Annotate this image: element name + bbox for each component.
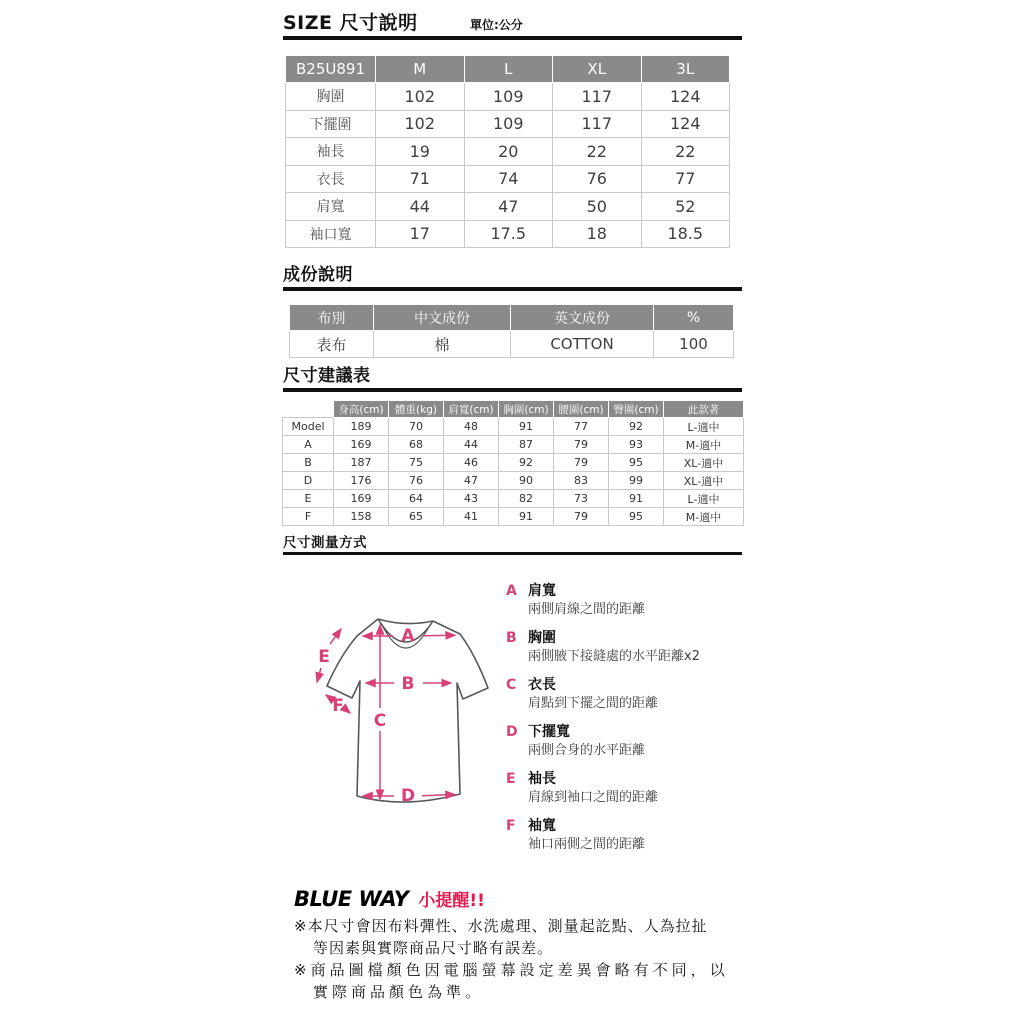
cell: 176 (334, 472, 389, 490)
measure-letter: E (506, 771, 516, 787)
measure-section-title: 尺寸測量方式 (283, 535, 367, 551)
cell: 169 (334, 436, 389, 454)
measure-letters (318, 626, 415, 806)
row-label: Model (283, 418, 334, 436)
diagram-label-e: E (318, 647, 330, 667)
size-section-title: SIZE 尺寸說明 (283, 12, 418, 34)
cell: 117 (553, 83, 642, 111)
table-row (286, 193, 730, 221)
table-row (283, 454, 744, 472)
row-label: D (283, 472, 334, 490)
cell: 68 (389, 436, 444, 454)
cell: 44 (444, 436, 499, 454)
cell: 187 (334, 454, 389, 472)
measure-name: 衣長 (528, 677, 556, 693)
cell: 76 (389, 472, 444, 490)
cell: 95 (609, 454, 664, 472)
cell: 19 (376, 138, 465, 166)
cell: M-適中 (664, 436, 744, 454)
table-row (283, 436, 744, 454)
measure-name: 肩寬 (528, 583, 556, 599)
table-row (290, 331, 734, 358)
measure-desc: 肩點到下擺之間的距離 (528, 696, 659, 711)
measure-desc: 袖口兩側之間的距離 (528, 837, 646, 852)
cell: 64 (389, 490, 444, 508)
header-cell: 體重(kg) (389, 401, 444, 418)
material-table-header-row (290, 305, 734, 331)
notice-line: ※本尺寸會因布料彈性、水洗處理、測量起訖點、人為拉扯 (294, 917, 708, 935)
size-table-header-row (286, 56, 730, 83)
measure-name: 胸圍 (528, 630, 556, 646)
cell: 18 (553, 220, 642, 248)
recommend-section-title: 尺寸建議表 (283, 366, 371, 386)
notice-line: 等因素與實際商品尺寸略有誤差。 (313, 939, 554, 957)
size-table-col-l: L (464, 56, 553, 83)
table-row (283, 418, 744, 436)
cell: 124 (641, 83, 730, 111)
row-label: 袖長 (286, 138, 376, 166)
cell: 102 (376, 110, 465, 138)
row-label: 肩寬 (286, 193, 376, 221)
section-rule (283, 287, 742, 291)
cell: 124 (641, 110, 730, 138)
cell: 109 (464, 83, 553, 111)
row-label: 衣長 (286, 165, 376, 193)
cell: 表布 (290, 331, 374, 358)
cell: 22 (641, 138, 730, 166)
section-rule (283, 36, 742, 40)
size-table-product-code: B25U891 (286, 56, 376, 83)
measure-name: 下擺寬 (528, 724, 570, 740)
notice-item (294, 915, 764, 959)
table-row (283, 508, 744, 526)
measure-item-d (506, 721, 806, 758)
cell: 109 (464, 110, 553, 138)
size-table-col-xl: XL (553, 56, 642, 83)
cell: 76 (553, 165, 642, 193)
header-cell: 臀圍(cm) (609, 401, 664, 418)
cell: COTTON (511, 331, 654, 358)
cell: 43 (444, 490, 499, 508)
cell: 92 (609, 418, 664, 436)
header-cell: 布別 (290, 305, 374, 331)
row-label: 胸圍 (286, 83, 376, 111)
cell: 52 (641, 193, 730, 221)
section-rule (283, 388, 742, 392)
cell: 189 (334, 418, 389, 436)
measure-item-a (506, 580, 806, 617)
cell: 71 (376, 165, 465, 193)
cell: 102 (376, 83, 465, 111)
cell: 17.5 (464, 220, 553, 248)
recommend-table (282, 400, 744, 526)
header-cell: 身高(cm) (334, 401, 389, 418)
cell: 99 (609, 472, 664, 490)
cell: 棉 (374, 331, 511, 358)
cell: 77 (554, 418, 609, 436)
measure-letter: C (506, 677, 517, 693)
cell: 44 (376, 193, 465, 221)
cell: XL-適中 (664, 454, 744, 472)
diagram-label-d: D (400, 786, 416, 806)
table-row (286, 220, 730, 248)
measure-item-f (506, 815, 806, 852)
row-label: 下擺圍 (286, 110, 376, 138)
diagram-label-b: B (401, 674, 415, 694)
cell: 100 (654, 331, 734, 358)
cell: 79 (554, 454, 609, 472)
cell: 92 (499, 454, 554, 472)
measure-item-e (506, 768, 806, 805)
header-cell: 中文成份 (374, 305, 511, 331)
material-table (289, 304, 734, 358)
notice-item (294, 959, 764, 1003)
measure-description-list (506, 580, 806, 862)
header-cell: 此款著 (664, 401, 744, 418)
cell: M-適中 (664, 508, 744, 526)
measure-desc: 肩線到袖口之間的距離 (528, 790, 659, 805)
measure-item-b (506, 627, 806, 664)
measure-name: 袖長 (528, 771, 556, 787)
table-row (283, 490, 744, 508)
table-row (283, 472, 744, 490)
notice-line: ※商品圖檔顏色因電腦螢幕設定差異會略有不同，以 (294, 961, 729, 979)
cell: 74 (464, 165, 553, 193)
row-label: A (283, 436, 334, 454)
measure-letter: A (506, 583, 517, 599)
measure-item-c (506, 674, 806, 711)
cell: 73 (554, 490, 609, 508)
measure-desc: 兩側合身的水平距離 (528, 743, 646, 758)
cell: 158 (334, 508, 389, 526)
measure-desc: 兩側肩線之間的距離 (528, 602, 646, 617)
row-label: E (283, 490, 334, 508)
header-cell: 腰圍(cm) (554, 401, 609, 418)
cell: 117 (553, 110, 642, 138)
reminder-header (294, 886, 485, 911)
table-row (286, 165, 730, 193)
section-rule (283, 552, 742, 555)
measure-letter: F (506, 818, 516, 834)
cell: 41 (444, 508, 499, 526)
unit-label: 單位:公分 (470, 18, 523, 32)
cell: 18.5 (641, 220, 730, 248)
measure-letter: D (506, 724, 518, 740)
size-table-col-3l: 3L (641, 56, 730, 83)
cell: XL-適中 (664, 472, 744, 490)
cell: 91 (499, 418, 554, 436)
cell: 91 (609, 490, 664, 508)
cell: 70 (389, 418, 444, 436)
cell: 47 (444, 472, 499, 490)
header-cell: % (654, 305, 734, 331)
cell: 50 (553, 193, 642, 221)
table-row (286, 83, 730, 111)
brand-logo: BLUE WAY (294, 887, 409, 911)
cell: 65 (389, 508, 444, 526)
cell: L-適中 (664, 418, 744, 436)
cell: 75 (389, 454, 444, 472)
cell: 20 (464, 138, 553, 166)
cell: 83 (554, 472, 609, 490)
cell: 79 (554, 436, 609, 454)
measure-letter: B (506, 630, 517, 646)
notice-line: 實際商品顏色為準。 (313, 983, 485, 1001)
material-section-title: 成份說明 (283, 265, 353, 285)
diagram-label-c: C (373, 711, 387, 731)
tshirt-outline (327, 619, 488, 802)
row-label: 袖口寬 (286, 220, 376, 248)
cell: 46 (444, 454, 499, 472)
header-cell: 肩寬(cm) (444, 401, 499, 418)
row-label: B (283, 454, 334, 472)
cell: 47 (464, 193, 553, 221)
cell: 79 (554, 508, 609, 526)
header-cell: 胸圍(cm) (499, 401, 554, 418)
diagram-label-f: F (332, 696, 344, 716)
tshirt-measure-diagram (300, 588, 515, 838)
cell: 91 (499, 508, 554, 526)
cell: 17 (376, 220, 465, 248)
size-table (285, 55, 730, 248)
cell: 169 (334, 490, 389, 508)
diagram-label-a: A (401, 626, 415, 646)
cell: 48 (444, 418, 499, 436)
cell: 93 (609, 436, 664, 454)
cell: L-適中 (664, 490, 744, 508)
cell: 77 (641, 165, 730, 193)
header-cell: 英文成份 (511, 305, 654, 331)
cell: 95 (609, 508, 664, 526)
measure-name: 袖寬 (528, 818, 556, 834)
row-label: F (283, 508, 334, 526)
recommend-table-header-row (283, 401, 744, 418)
measure-desc: 兩側腋下接縫處的水平距離x2 (528, 649, 700, 664)
header-cell-empty (283, 401, 334, 418)
notice-list (294, 915, 764, 1003)
reminder-title: 小提醒!! (418, 891, 485, 911)
cell: 90 (499, 472, 554, 490)
table-row (286, 138, 730, 166)
table-row (286, 110, 730, 138)
cell: 87 (499, 436, 554, 454)
cell: 22 (553, 138, 642, 166)
cell: 82 (499, 490, 554, 508)
size-table-col-m: M (376, 56, 465, 83)
